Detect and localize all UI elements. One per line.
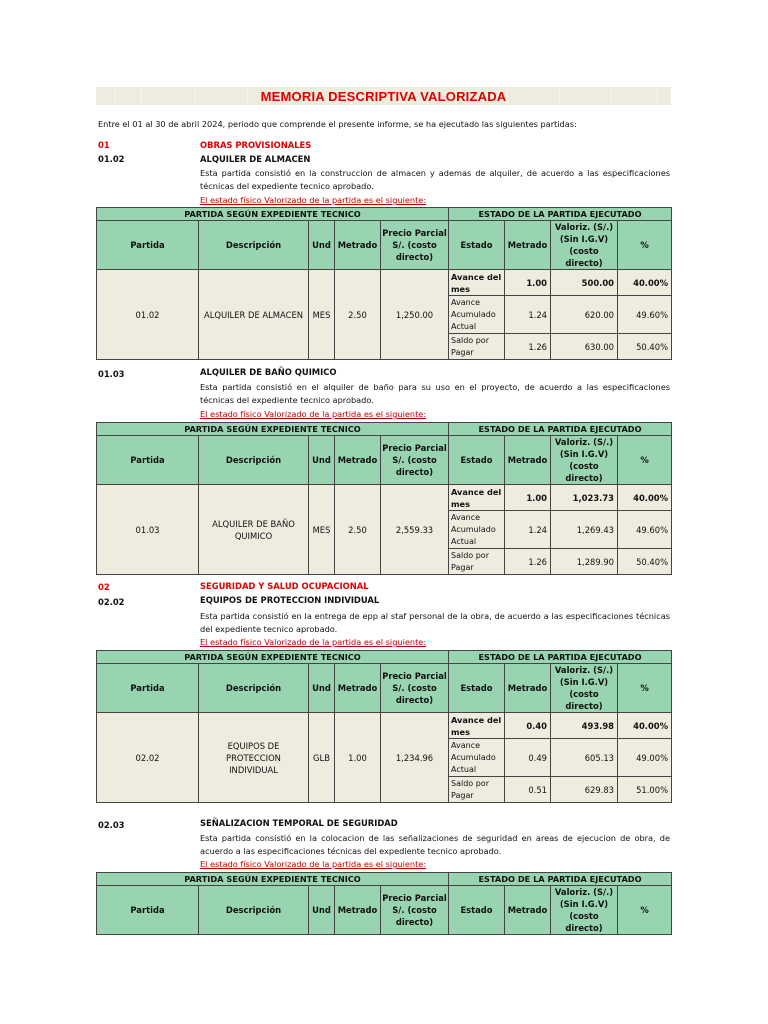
cell-valoriz-mes: 493.98 xyxy=(551,713,618,739)
row-label-avance-acumulado: Avance Acumulado Actual xyxy=(449,296,505,334)
cell-und: MES xyxy=(309,270,335,360)
intro-text: Entre el 01 al 30 de abril 2024, periodo que comprende el presente informe, se ha ejecutado las siguientes partidas: xyxy=(98,119,577,129)
col-und: Und xyxy=(309,664,335,713)
cell-descripcion: ALQUILER DE ALMACEN xyxy=(199,270,309,360)
row-label-avance-mes: Avance del mes xyxy=(449,270,505,296)
row-label-saldo: Saldo por Pagar xyxy=(449,549,505,575)
document-title: MEMORIA DESCRIPTIVA VALORIZADA xyxy=(260,88,507,104)
cell-metrado-acum: 1.24 xyxy=(505,511,551,549)
cell-valoriz-saldo: 1,289.90 xyxy=(551,549,618,575)
cell-partida: 01.02 xyxy=(97,270,199,360)
col-metrado: Metrado xyxy=(335,664,381,713)
estado-link: El estado físico Valorizado de la partida es el siguiente: xyxy=(200,859,427,869)
header-left-group: PARTIDA SEGÚN EXPEDIENTE TECNICO xyxy=(97,651,449,664)
cell-partida: 02.02 xyxy=(97,713,199,803)
cell-pct-saldo: 50.40% xyxy=(618,334,672,360)
cell-precio: 1,234.96 xyxy=(381,713,449,803)
item-description: Esta partida consistió en la entrega de epp al staf personal de la obra, de acuerdo a las especificaciones técnicas del expediente tecnico aprobado. xyxy=(200,611,670,634)
partida-table xyxy=(96,422,672,575)
cell-pct-saldo: 50.40% xyxy=(618,549,672,575)
col-descripcion: Descripción xyxy=(199,664,309,713)
cell-pct-mes: 40.00% xyxy=(618,270,672,296)
col-metrado: Metrado xyxy=(335,886,381,935)
cell-metrado-saldo: 0.51 xyxy=(505,777,551,803)
item-description: Esta partida consistió en el alquiler de baño para su uso en el proyecto, de acuerdo a las especificaciones técnicas del expediente tecnico aprobado. xyxy=(200,382,670,405)
estado-link: El estado físico Valorizado de la partida es el siguiente: xyxy=(200,195,427,205)
cell-valoriz-mes: 500.00 xyxy=(551,270,618,296)
estado-link: El estado físico Valorizado de la partida es el siguiente: xyxy=(200,409,427,419)
header-right-group: ESTADO DE LA PARTIDA EJECUTADO xyxy=(449,208,672,221)
col-precio: Precio Parcial S/. (costo directo) xyxy=(381,221,449,270)
col-estado: Estado xyxy=(449,436,505,485)
item-description: Esta partida consistió en la construccion de almacen y ademas de alquiler, de acuerdo a las especificaciones técnicas del expediente tecnico aprobado. xyxy=(200,168,670,191)
header-left-group: PARTIDA SEGÚN EXPEDIENTE TECNICO xyxy=(97,423,449,436)
col-und: Und xyxy=(309,436,335,485)
col-descripcion: Descripción xyxy=(199,221,309,270)
cell-metrado-acum: 1.24 xyxy=(505,296,551,334)
cell-valoriz-saldo: 629.83 xyxy=(551,777,618,803)
col-metrado-ejecutado: Metrado xyxy=(505,436,551,485)
col-metrado: Metrado xyxy=(335,436,381,485)
cell-partida: 01.03 xyxy=(97,485,199,575)
col-precio: Precio Parcial S/. (costo directo) xyxy=(381,436,449,485)
section-title: SEGURIDAD Y SALUD OCUPACIONAL xyxy=(200,581,369,591)
row-label-avance-acumulado: Avance Acumulado Actual xyxy=(449,739,505,777)
row-label-avance-mes: Avance del mes xyxy=(449,485,505,511)
cell-pct-saldo: 51.00% xyxy=(618,777,672,803)
cell-metrado: 2.50 xyxy=(335,270,381,360)
row-label-avance-acumulado: Avance Acumulado Actual xyxy=(449,511,505,549)
table-row xyxy=(97,713,672,739)
cell-metrado-acum: 0.49 xyxy=(505,739,551,777)
estado-link: El estado físico Valorizado de la partida es el siguiente: xyxy=(200,637,427,647)
col-valoriz: Valoriz. (S/.) (Sin I.G.V) (costo directo) xyxy=(551,221,618,270)
section-title: OBRAS PROVISIONALES xyxy=(200,140,312,150)
cell-descripcion: EQUIPOS DE PROTECCION INDIVIDUAL xyxy=(199,713,309,803)
cell-metrado-mes: 0.40 xyxy=(505,713,551,739)
col-estado: Estado xyxy=(449,886,505,935)
table-row xyxy=(97,485,672,511)
col-estado: Estado xyxy=(449,664,505,713)
document-title-bar xyxy=(96,87,671,105)
col-valoriz: Valoriz. (S/.) (Sin I.G.V) (costo directo) xyxy=(551,664,618,713)
cell-pct-mes: 40.00% xyxy=(618,485,672,511)
header-left-group: PARTIDA SEGÚN EXPEDIENTE TECNICO xyxy=(97,208,449,221)
cell-pct-acum: 49.00% xyxy=(618,739,672,777)
cell-metrado: 1.00 xyxy=(335,713,381,803)
cell-metrado: 2.50 xyxy=(335,485,381,575)
partida-table xyxy=(96,650,672,803)
cell-valoriz-acum: 620.00 xyxy=(551,296,618,334)
section-code: 01 xyxy=(98,140,110,150)
col-partida: Partida xyxy=(97,664,199,713)
item-title: ALQUILER DE BAÑO QUIMICO xyxy=(200,367,337,377)
header-left-group: PARTIDA SEGÚN EXPEDIENTE TECNICO xyxy=(97,873,449,886)
header-right-group: ESTADO DE LA PARTIDA EJECUTADO xyxy=(449,423,672,436)
item-code: 02.02 xyxy=(98,597,125,607)
col-metrado: Metrado xyxy=(335,221,381,270)
cell-valoriz-acum: 605.13 xyxy=(551,739,618,777)
cell-metrado-mes: 1.00 xyxy=(505,270,551,296)
row-label-saldo: Saldo por Pagar xyxy=(449,777,505,803)
row-label-avance-mes: Avance del mes xyxy=(449,713,505,739)
header-right-group: ESTADO DE LA PARTIDA EJECUTADO xyxy=(449,873,672,886)
cell-und: MES xyxy=(309,485,335,575)
col-pct: % xyxy=(618,886,672,935)
cell-pct-acum: 49.60% xyxy=(618,511,672,549)
col-metrado-ejecutado: Metrado xyxy=(505,664,551,713)
col-und: Und xyxy=(309,221,335,270)
header-right-group: ESTADO DE LA PARTIDA EJECUTADO xyxy=(449,651,672,664)
item-code: 02.03 xyxy=(98,820,125,830)
item-title: ALQUILER DE ALMACEN xyxy=(200,154,311,164)
cell-und: GLB xyxy=(309,713,335,803)
item-code: 01.03 xyxy=(98,369,125,379)
cell-precio: 2,559.33 xyxy=(381,485,449,575)
col-pct: % xyxy=(618,664,672,713)
cell-metrado-saldo: 1.26 xyxy=(505,549,551,575)
cell-valoriz-mes: 1,023.73 xyxy=(551,485,618,511)
item-title: EQUIPOS DE PROTECCION INDIVIDUAL xyxy=(200,595,380,605)
col-valoriz: Valoriz. (S/.) (Sin I.G.V) (costo directo) xyxy=(551,436,618,485)
cell-precio: 1,250.00 xyxy=(381,270,449,360)
col-precio: Precio Parcial S/. (costo directo) xyxy=(381,886,449,935)
cell-pct-acum: 49.60% xyxy=(618,296,672,334)
col-und: Und xyxy=(309,886,335,935)
col-metrado-ejecutado: Metrado xyxy=(505,886,551,935)
table-row xyxy=(97,270,672,296)
row-label-saldo: Saldo por Pagar xyxy=(449,334,505,360)
col-pct: % xyxy=(618,436,672,485)
cell-valoriz-saldo: 630.00 xyxy=(551,334,618,360)
col-estado: Estado xyxy=(449,221,505,270)
col-descripcion: Descripción xyxy=(199,436,309,485)
partida-table xyxy=(96,872,672,935)
cell-metrado-saldo: 1.26 xyxy=(505,334,551,360)
item-description: Esta partida consistió en la colocacion de las señalizaciones de seguridad en areas de ejecucion de obra, de acuerdo a las especificaciones técnicas del expediente tecnico aprobado. xyxy=(200,833,670,856)
col-partida: Partida xyxy=(97,436,199,485)
partida-table xyxy=(96,207,672,360)
col-valoriz: Valoriz. (S/.) (Sin I.G.V) (costo directo) xyxy=(551,886,618,935)
col-precio: Precio Parcial S/. (costo directo) xyxy=(381,664,449,713)
col-pct: % xyxy=(618,221,672,270)
cell-descripcion: ALQUILER DE BAÑO QUIMICO xyxy=(199,485,309,575)
col-metrado-ejecutado: Metrado xyxy=(505,221,551,270)
cell-valoriz-acum: 1,269.43 xyxy=(551,511,618,549)
col-partida: Partida xyxy=(97,221,199,270)
section-code: 02 xyxy=(98,582,110,592)
col-descripcion: Descripción xyxy=(199,886,309,935)
cell-pct-mes: 40.00% xyxy=(618,713,672,739)
item-code: 01.02 xyxy=(98,154,125,164)
col-partida: Partida xyxy=(97,886,199,935)
cell-metrado-mes: 1.00 xyxy=(505,485,551,511)
item-title: SEÑALIZACION TEMPORAL DE SEGURIDAD xyxy=(200,818,398,828)
